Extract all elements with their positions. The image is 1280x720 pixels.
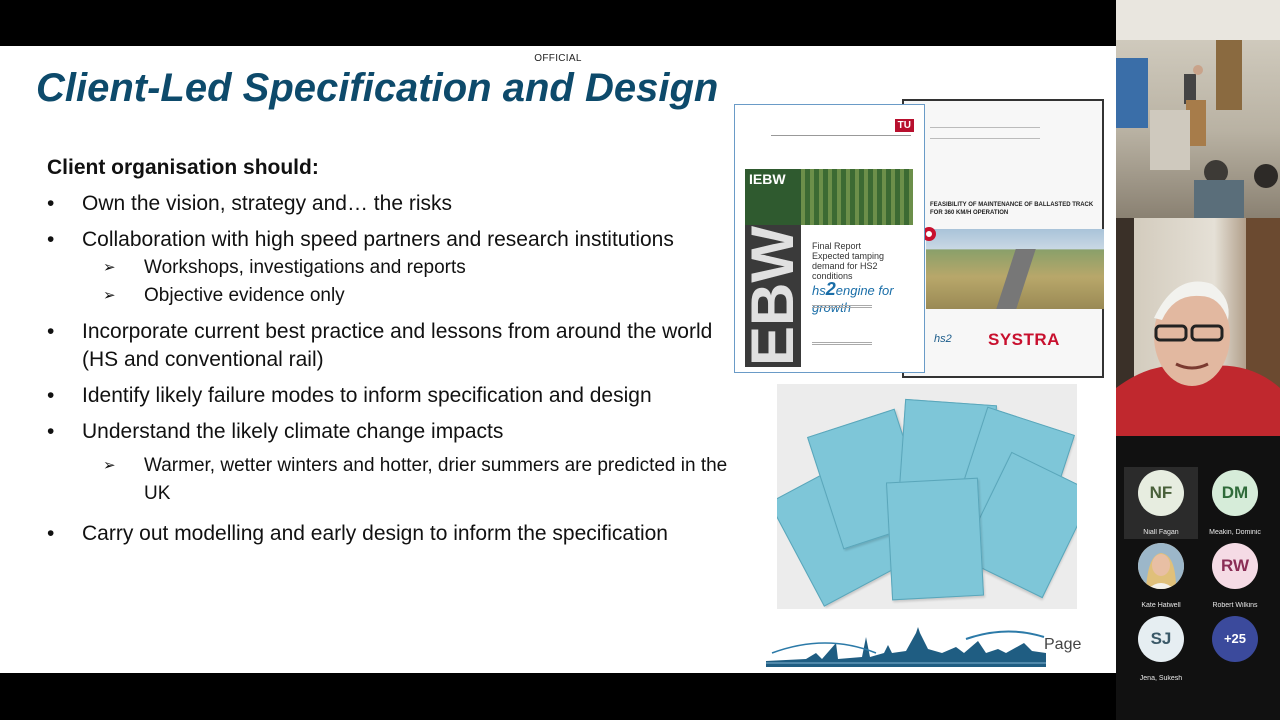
participant-tile[interactable] bbox=[1124, 613, 1198, 685]
sub-bullet-text: Workshops, investigations and reports bbox=[144, 257, 466, 278]
arrow-bullet-icon: ➢ bbox=[103, 287, 116, 304]
track-shape bbox=[996, 249, 1035, 309]
room-video-feed[interactable] bbox=[1116, 0, 1280, 218]
participant-name: Jena, Sukesh bbox=[1139, 675, 1183, 682]
participants-panel bbox=[1116, 0, 1280, 720]
bullet-list bbox=[47, 154, 737, 556]
participant-tile[interactable] bbox=[1198, 467, 1272, 539]
bullet-text: Carry out modelling and early design to inform the specification bbox=[82, 522, 668, 545]
page-number-label: Page bbox=[1044, 636, 1082, 653]
final-report-label: Final Report bbox=[812, 241, 862, 251]
report-heading bbox=[812, 241, 917, 281]
bullet-text: Identify likely failure modes to inform specification and design bbox=[82, 384, 652, 407]
avatar: SJ bbox=[1138, 616, 1184, 662]
report-subtitle: Expected tamping demand for HS2 conditions bbox=[812, 251, 885, 281]
bullet-marker: • bbox=[47, 192, 55, 215]
bullet-item bbox=[47, 418, 737, 446]
sub-bullet-list bbox=[47, 254, 737, 310]
bullet-marker: • bbox=[47, 522, 55, 545]
city-skyline-graphic bbox=[766, 623, 1046, 667]
speaker-camera-image bbox=[1116, 218, 1280, 436]
slide-title: Client-Led Specification and Design bbox=[36, 66, 719, 110]
report-title: FEASIBILITY OF MAINTENANCE OF BALLASTED TRACK FOR 360 KM/H OPERATION bbox=[930, 202, 1094, 216]
hs2-logo-letters: hs bbox=[812, 283, 826, 298]
arrow-bullet-icon: ➢ bbox=[103, 457, 116, 474]
bullet-item bbox=[47, 318, 737, 374]
presentation-slide bbox=[0, 46, 1116, 673]
sub-bullet-list bbox=[47, 452, 737, 508]
report-header-lines bbox=[930, 127, 1040, 139]
classification-label: OFFICIAL bbox=[534, 53, 582, 64]
ebw-vertical-logo: EBW bbox=[739, 226, 806, 366]
bullet-text: Incorporate current best practice and lessons from around the world (HS and conventional rail) bbox=[82, 320, 713, 371]
bullet-marker: • bbox=[47, 420, 55, 443]
bullet-marker: • bbox=[47, 228, 55, 251]
hs2-tagline: engine for growth bbox=[812, 283, 894, 315]
contact-details-block bbox=[812, 305, 872, 345]
participant-name: Robert Wilkins bbox=[1212, 602, 1258, 609]
bullet-item bbox=[47, 382, 737, 410]
avatar: NF bbox=[1138, 470, 1184, 516]
avatar-photo bbox=[1138, 543, 1184, 589]
room-camera-image bbox=[1116, 0, 1280, 218]
participant-tile[interactable] bbox=[1198, 540, 1272, 612]
avatar: DM bbox=[1212, 470, 1258, 516]
bullet-marker: • bbox=[47, 320, 55, 343]
systra-logo: SYSTRA bbox=[988, 330, 1060, 349]
systra-report-cover bbox=[902, 99, 1104, 378]
bullet-item bbox=[47, 190, 737, 218]
sub-bullet-text: Warmer, wetter winters and hotter, drier summers are predicted in the UK bbox=[144, 455, 728, 504]
arrow-bullet-icon: ➢ bbox=[103, 259, 116, 276]
speaker-video-feed[interactable] bbox=[1116, 218, 1280, 436]
bullet-text: Collaboration with high speed partners and research institutions bbox=[82, 228, 674, 251]
hs2-logo-number: 2 bbox=[825, 279, 836, 299]
sub-bullet-item bbox=[47, 282, 737, 310]
bullet-item bbox=[47, 520, 737, 548]
more-participants-count: +25 bbox=[1212, 616, 1258, 662]
notebooks-photo bbox=[777, 384, 1077, 609]
ebw-logo-text: IEBW bbox=[749, 171, 786, 187]
sub-bullet-item bbox=[47, 254, 737, 282]
report-header-lines bbox=[771, 135, 911, 145]
more-participants-button[interactable] bbox=[1198, 613, 1272, 685]
bullet-text: Understand the likely climate change impacts bbox=[82, 420, 504, 443]
participant-name: Niall Fagan bbox=[1143, 529, 1179, 536]
participant-tile[interactable] bbox=[1124, 540, 1198, 612]
notebook-image bbox=[886, 478, 984, 601]
bullet-text: Own the vision, strategy and… the risks bbox=[82, 192, 452, 215]
bullet-lead: Client organisation should: bbox=[47, 156, 319, 179]
avatar: RW bbox=[1212, 543, 1258, 589]
hs2-logo: hs2 bbox=[934, 333, 952, 345]
sub-bullet-item bbox=[47, 452, 737, 508]
participant-name: Meakin, Dominic bbox=[1209, 529, 1261, 536]
bullet-marker: • bbox=[47, 384, 55, 407]
railway-aerial-photo bbox=[926, 229, 1104, 309]
participant-tile[interactable] bbox=[1124, 467, 1198, 539]
ebw-report-cover bbox=[734, 104, 925, 373]
bullet-item bbox=[47, 226, 737, 254]
participant-name: Kate Hatwell bbox=[1141, 602, 1181, 609]
tu-graz-logo: TU bbox=[895, 119, 914, 132]
sub-bullet-text: Objective evidence only bbox=[144, 285, 345, 306]
